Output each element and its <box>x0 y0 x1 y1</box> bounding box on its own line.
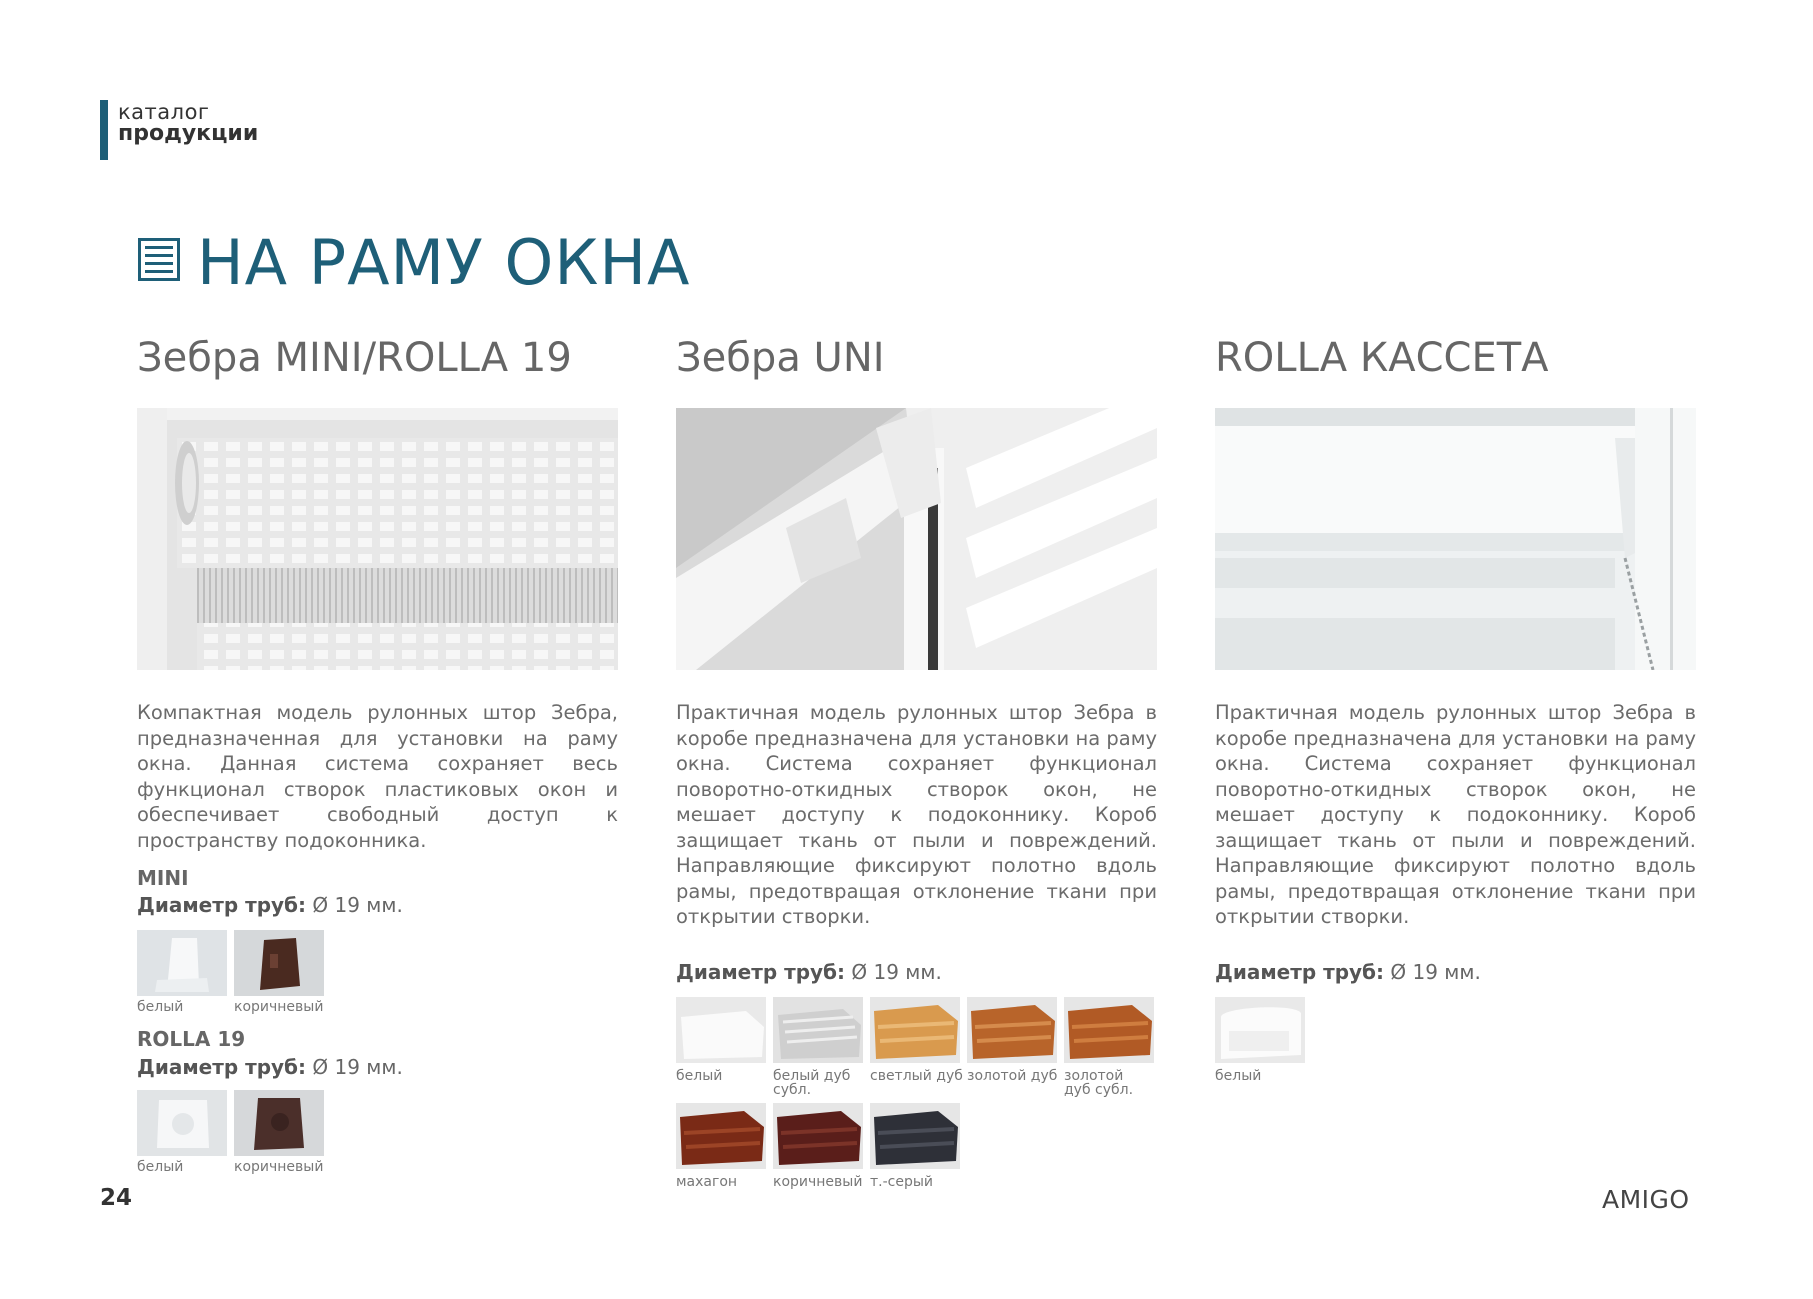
blinds-icon <box>138 238 180 281</box>
swatch-label: белый дуб субл. <box>773 1068 851 1098</box>
diameter-value: Ø 19 мм. <box>312 1055 403 1079</box>
heading-rolla-kassetta: ROLLA КАССЕТА <box>1215 335 1549 381</box>
heading-zebra-mini: Зебра MINI/ROLLA 19 <box>137 335 572 381</box>
diameter-kassetta <box>1215 960 1481 984</box>
photo-rolla-kassetta <box>1215 408 1696 670</box>
header-catalog-label: каталог <box>118 100 210 124</box>
swatch-label: светлый дуб <box>870 1068 963 1084</box>
swatch-label: белый <box>137 1159 184 1175</box>
swatch-uni-white <box>676 997 766 1063</box>
diameter-label: Диаметр труб: <box>137 1055 307 1079</box>
swatch-label: белый <box>1215 1068 1262 1084</box>
description-rolla-kassetta: Практичная модель рулонных штор Зебра в коробе предназначена для установки на раму окна. Система сохраняет функционал поворотно-откидных створок окон, не мешает доступу к подоконнику. Короб защищает ткань от пыли и повреждений. Направляющие фиксируют полотно вдоль рамы, предотвращая отклонение ткани при открытии створки. <box>1215 701 1696 928</box>
page-title: НА РАМУ ОКНА <box>197 226 691 299</box>
swatch-uni-light-oak <box>870 997 960 1063</box>
diameter-value: Ø 19 мм. <box>851 960 942 984</box>
subhead-rolla-19: ROLLA 19 <box>137 1027 246 1051</box>
description-zebra-mini: Компактная модель рулонных штор Зебра, предназначенная для установки на раму окна. Данная система сохраняет весь функционал створок пластиковых окон и обеспечивает свободный доступ к пространству подоконника. <box>137 701 618 852</box>
diameter-label: Диаметр труб: <box>676 960 846 984</box>
brand-name: AMIGO <box>1602 1185 1690 1214</box>
diameter-mini <box>137 893 403 917</box>
swatch-label: коричневый <box>234 999 324 1015</box>
swatch-mini-white <box>137 930 227 996</box>
diameter-value: Ø 19 мм. <box>312 893 403 917</box>
diameter-rolla-19 <box>137 1055 403 1079</box>
swatch-label: белый <box>137 999 184 1015</box>
diameter-label: Диаметр труб: <box>1215 960 1385 984</box>
subhead-mini: MINI <box>137 866 189 890</box>
diameter-value: Ø 19 мм. <box>1390 960 1481 984</box>
swatch-rolla19-brown <box>234 1090 324 1156</box>
swatch-uni-white-oak-sublimated <box>773 997 863 1063</box>
photo-zebra-uni <box>676 408 1157 670</box>
swatch-label: махагон <box>676 1174 738 1190</box>
swatch-uni-brown <box>773 1103 863 1169</box>
swatch-uni-dark-grey <box>870 1103 960 1169</box>
swatch-label: белый <box>676 1068 723 1084</box>
swatch-label: золотой дуб субл. <box>1064 1068 1134 1098</box>
swatch-label: коричневый <box>773 1174 863 1190</box>
swatch-label: золотой дуб <box>967 1068 1058 1084</box>
page-number: 24 <box>100 1185 133 1211</box>
swatch-mini-brown <box>234 930 324 996</box>
swatch-uni-mahogany <box>676 1103 766 1169</box>
swatch-label: коричневый <box>234 1159 324 1175</box>
swatch-kassetta-white <box>1215 997 1305 1063</box>
photo-zebra-mini <box>137 408 618 670</box>
swatch-uni-golden-oak <box>967 997 1057 1063</box>
description-zebra-uni: Практичная модель рулонных штор Зебра в коробе предназначена для установки на раму окна. Система сохраняет функционал поворотно-откидных створок окон, не мешает доступу к подоконнику. Короб защищает ткань от пыли и повреждений. Направляющие фиксируют полотно вдоль рамы, предотвращая отклонение ткани при открытии створки. <box>676 701 1157 928</box>
header-products-label: продукции <box>118 121 259 146</box>
heading-zebra-uni: Зебра UNI <box>676 335 885 381</box>
swatch-label: т.-серый <box>870 1174 934 1190</box>
swatch-uni-golden-oak-sublimated <box>1064 997 1154 1063</box>
header-accent-bar <box>100 100 108 160</box>
diameter-label: Диаметр труб: <box>137 893 307 917</box>
swatch-rolla19-white <box>137 1090 227 1156</box>
diameter-uni <box>676 960 942 984</box>
